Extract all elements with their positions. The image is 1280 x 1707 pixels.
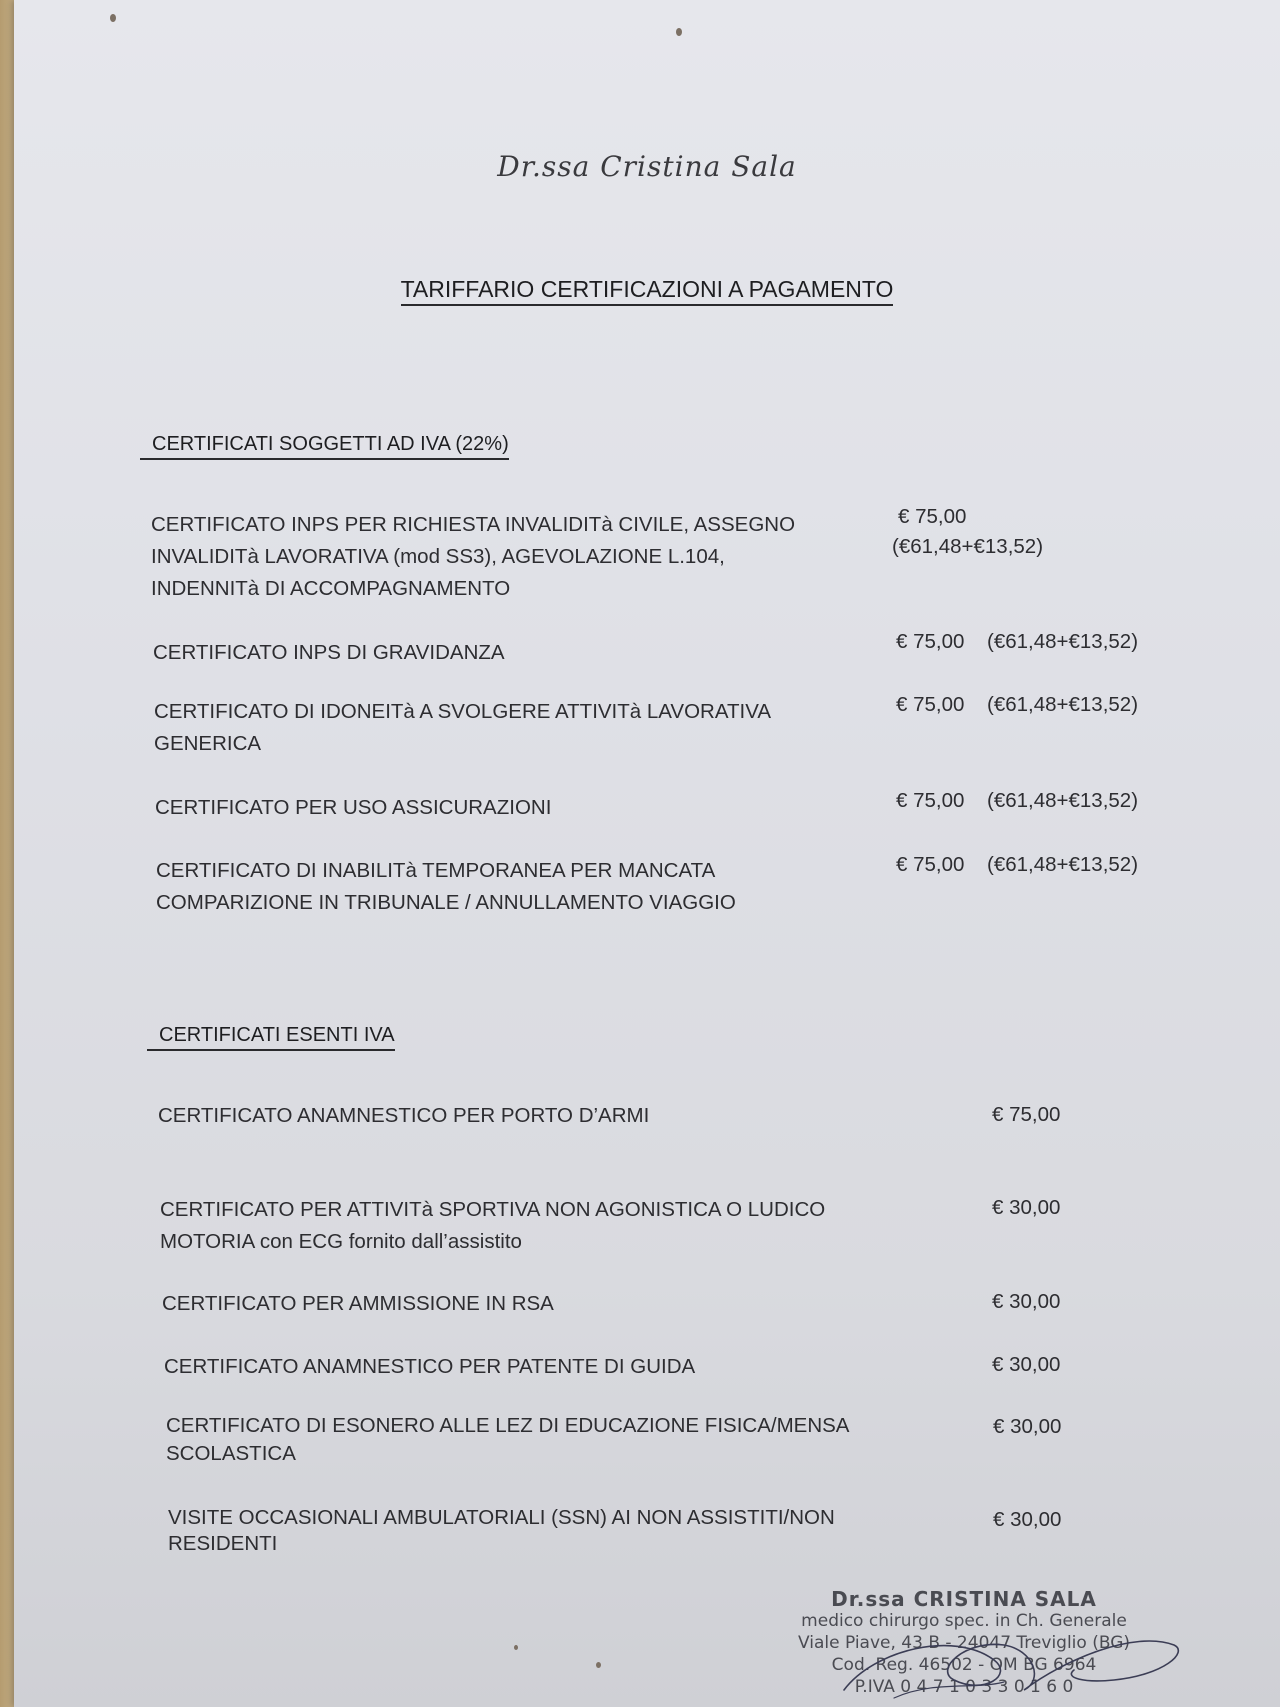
stamp-registration: Cod. Reg. 46502 - OM BG 6964 — [831, 1655, 1097, 1675]
item-price-breakdown: (€61,48+€13,52) — [987, 853, 1139, 876]
item-description: CERTIFICATO ANAMNESTICO PER PATENTE DI GUIDA — [164, 1355, 696, 1378]
item-price-breakdown: (€61,48+€13,52) — [987, 630, 1139, 653]
item-description: CERTIFICATO DI ESONERO ALLE LEZ DI EDUCAZIONE FISICA/MENSA SCOLASTICA — [166, 1414, 850, 1465]
item-price: € 75,00 — [896, 630, 965, 653]
stamp-address: Viale Piave, 43 B - 24047 Treviglio (BG) — [797, 1633, 1131, 1653]
item-description: CERTIFICATO DI IDONEITà A SVOLGERE ATTIVITà LAVORATIVA GENERICA — [154, 700, 772, 755]
item-price: € 75,00 — [896, 853, 965, 876]
item-price: € 30,00 — [992, 1290, 1061, 1313]
item-price-breakdown: (€61,48+€13,52) — [892, 535, 1044, 558]
item-description: CERTIFICATO PER AMMISSIONE IN RSA — [162, 1292, 554, 1315]
stamp-specialty: medico chirurgo spec. in Ch. Generale — [801, 1611, 1127, 1631]
doctor-name-header: Dr.ssa Cristina Sala — [497, 150, 797, 183]
item-description: CERTIFICATO DI INABILITà TEMPORANEA PER MANCATA COMPARIZIONE IN TRIBUNALE / ANNULLAMENTO VIAGGIO — [156, 859, 736, 914]
item-price: € 30,00 — [993, 1508, 1062, 1531]
item-description: CERTIFICATO INPS DI GRAVIDANZA — [153, 641, 505, 664]
item-price: € 75,00 — [898, 505, 967, 528]
handwritten-signature — [834, 1620, 1194, 1705]
item-price: € 30,00 — [992, 1353, 1061, 1376]
punch-hole — [514, 1645, 518, 1650]
document-title-text: TARIFFARIO CERTIFICAZIONI A PAGAMENTO — [401, 276, 894, 306]
item-price: € 75,00 — [992, 1103, 1061, 1126]
item-description: CERTIFICATO PER ATTIVITà SPORTIVA NON AGONISTICA O LUDICO MOTORIA con ECG fornito dall’assistito — [160, 1198, 826, 1253]
stamp-vat: P.IVA 0 4 7 1 0 3 3 0 1 6 0 — [854, 1677, 1074, 1697]
item-price: € 75,00 — [896, 693, 965, 716]
section-heading-esenti: CERTIFICATI ESENTI IVA — [147, 1024, 395, 1051]
punch-hole — [676, 28, 682, 36]
document-title — [14, 276, 1280, 303]
stamp-name: Dr.ssa CRISTINA SALA — [831, 1587, 1097, 1611]
item-description: CERTIFICATO INPS PER RICHIESTA INVALIDITà CIVILE, ASSEGNO INVALIDITà LAVORATIVA (mod SS3), AGEVOLAZIONE L.104, INDENNITà DI ACCOMPAGNAMENTO — [151, 513, 796, 600]
item-description: VISITE OCCASIONALI AMBULATORIALI (SSN) AI NON ASSISTITI/NON RESIDENTI — [168, 1506, 835, 1555]
item-price: € 30,00 — [992, 1196, 1061, 1219]
item-price: € 75,00 — [896, 789, 965, 812]
section-heading-iva: CERTIFICATI SOGGETTI AD IVA (22%) — [140, 433, 509, 460]
item-price-breakdown: (€61,48+€13,52) — [987, 693, 1139, 716]
document-page — [14, 0, 1280, 1707]
item-description: CERTIFICATO PER USO ASSICURAZIONI — [155, 796, 552, 819]
punch-hole — [596, 1662, 601, 1668]
item-price: € 30,00 — [993, 1415, 1062, 1438]
punch-hole — [110, 14, 116, 22]
item-description: CERTIFICATO ANAMNESTICO PER PORTO D’ARMI — [158, 1104, 650, 1127]
item-price-breakdown: (€61,48+€13,52) — [987, 789, 1139, 812]
